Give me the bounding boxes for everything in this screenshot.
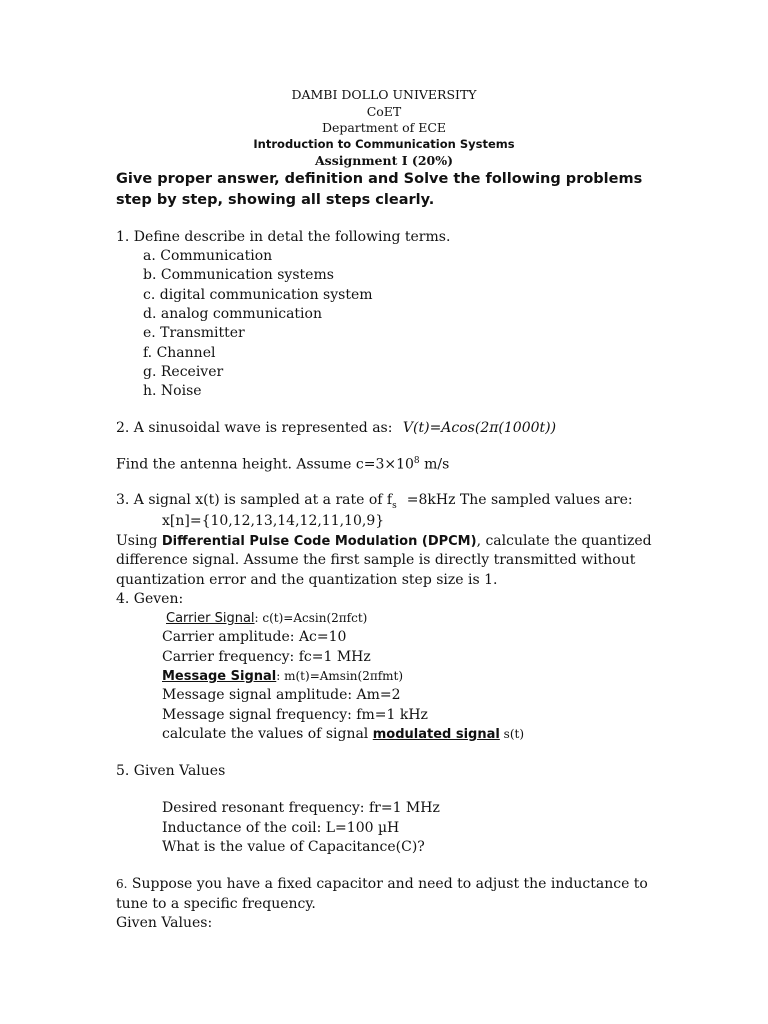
- q6-line2: tune to a specific frequency.: [116, 896, 316, 912]
- q4-carrier-signal: [166, 610, 367, 626]
- assignment-title: Assignment I (20%): [314, 153, 454, 168]
- q5-line2: Inductance of the coil: L=100 µH: [162, 820, 400, 836]
- q3-line5: quantization error and the quantization step size is 1.: [116, 572, 498, 588]
- q2-find-text: Find the antenna height. Assume c=3×10: [116, 456, 414, 473]
- q2-find: [116, 456, 449, 473]
- q3-sample-rate-sub: s: [392, 500, 397, 511]
- q3-line4: difference signal. Assume the first sample is directly transmitted without: [116, 552, 636, 568]
- q3-dpcm-term: Differential Pulse Code Modulation (DPCM): [161, 534, 477, 549]
- q2-prompt-text: 2. A sinusoidal wave is represented as:: [116, 420, 393, 436]
- q4-carrier-frequency: Carrier frequency: fc=1 MHz: [162, 649, 371, 665]
- q6-number: 6.: [116, 877, 128, 891]
- course-title: Introduction to Communication Systems: [253, 137, 515, 151]
- q5-title: 5. Given Values: [116, 763, 226, 779]
- q1-item: e. Transmitter: [143, 325, 245, 341]
- q4-calculate: [162, 726, 524, 742]
- q3-line3: [116, 533, 652, 549]
- q6-line1-text: Suppose you have a fixed capacitor and need to adjust the inductance to: [127, 876, 648, 892]
- q1-item: b. Communication systems: [143, 267, 334, 283]
- q3-samples: x[n]={10,12,13,14,12,11,10,9}: [162, 513, 385, 529]
- q4-carrier-label: Carrier Signal: [166, 611, 255, 626]
- q5-line1: Desired resonant frequency: fr=1 MHz: [162, 800, 440, 816]
- q1-item: h. Noise: [143, 383, 202, 399]
- q3-line1-text: 3. A signal x(t) is sampled at a rate of f: [116, 492, 393, 508]
- q4-message-signal: [162, 668, 403, 684]
- q3-line1-rate: =8kHz The sampled values are:: [406, 492, 633, 508]
- q6-line3: Given Values:: [116, 915, 213, 931]
- q4-carrier-equation: : c(t)=Acsin(2πfct): [254, 611, 368, 625]
- q3-line3-rest: , calculate the quantized: [476, 533, 652, 549]
- q1-prompt: 1. Define describe in detal the following terms.: [116, 229, 451, 245]
- q2-prompt: [116, 420, 556, 436]
- q1-item: g. Receiver: [143, 364, 224, 380]
- q2-find-exponent: 8: [413, 456, 420, 466]
- college-name: CoET: [366, 104, 402, 119]
- q1-item: c. digital communication system: [143, 287, 373, 303]
- q4-calc-suffix: s(t): [499, 727, 525, 741]
- q4-message-equation: : m(t)=Amsin(2πfmt): [276, 669, 404, 683]
- department-name: Department of ECE: [321, 120, 447, 135]
- q1-item: a. Communication: [143, 248, 273, 264]
- q1-item: f. Channel: [143, 345, 216, 361]
- q3-using: Using: [116, 533, 162, 549]
- q3-line1: [116, 492, 633, 511]
- q2-find-unit: m/s: [419, 456, 450, 473]
- q4-carrier-amplitude: Carrier amplitude: Ac=10: [162, 629, 347, 645]
- instructions: Give proper answer, definition and Solve the following problems step by step, showing all steps clearly.: [116, 171, 643, 208]
- q4-calc-term: modulated signal: [372, 727, 500, 742]
- q4-message-amplitude: Message signal amplitude: Am=2: [162, 687, 401, 703]
- q4-calc-text: calculate the values of signal: [162, 726, 373, 742]
- university-name: DAMBI DOLLO UNIVERSITY: [291, 87, 477, 102]
- q4-title: 4. Geven:: [116, 591, 184, 607]
- q5-line3: What is the value of Capacitance(C)?: [162, 839, 425, 855]
- q4-message-frequency: Message signal frequency: fm=1 kHz: [162, 707, 428, 723]
- q6-line1: [116, 876, 648, 892]
- q2-equation: V(t)=Acos(2π(1000t)): [402, 420, 557, 436]
- q1-item: d. analog communication: [143, 306, 322, 322]
- q4-message-label: Message Signal: [162, 669, 277, 684]
